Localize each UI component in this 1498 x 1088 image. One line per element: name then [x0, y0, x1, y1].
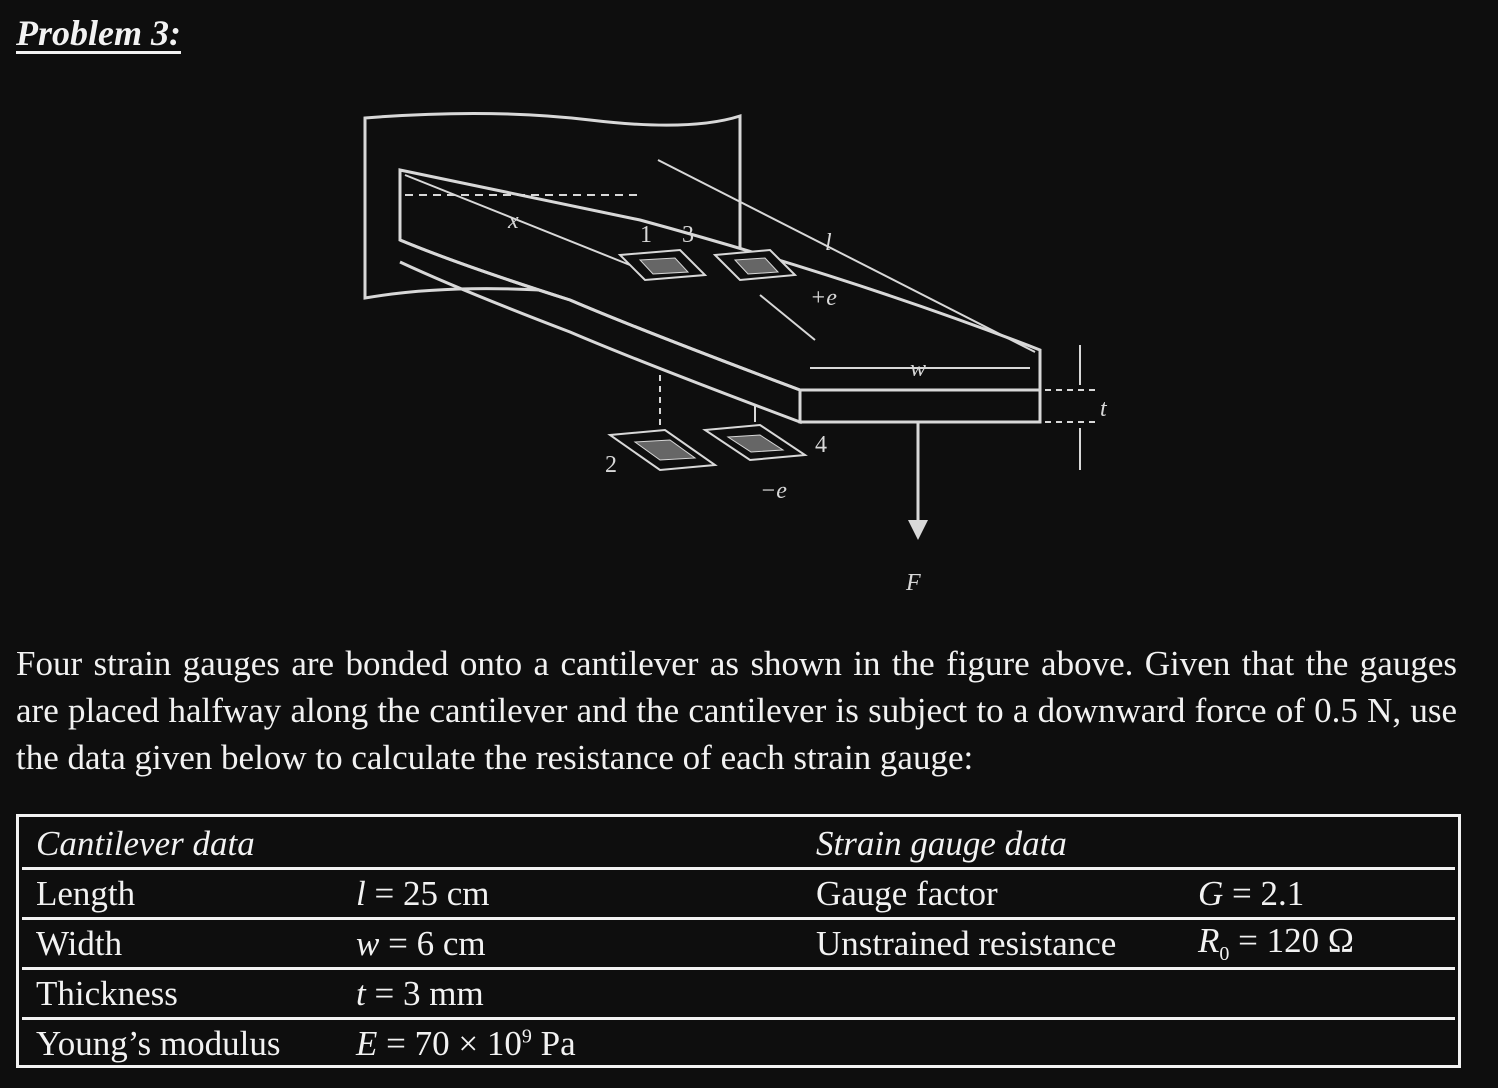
force-arrow-head: [908, 520, 928, 540]
row-value: t = 3 mm: [342, 969, 802, 1019]
cantilever-figure: [340, 100, 1140, 620]
table-row: [22, 969, 1455, 1019]
table-header-row: [22, 820, 1455, 869]
label-t: t: [1100, 396, 1107, 422]
row-value: w = 6 cm: [342, 919, 802, 969]
gauge-value: G = 2.1: [1198, 869, 1455, 919]
label-gauge-3: 3: [682, 222, 694, 248]
row-value: $E = 70 \times 10^9$ Pa: [356, 1023, 576, 1063]
problem-statement: Four strain gauges are bonded onto a cantilever as shown in the figure above. Given that the gauges are placed halfway along the cantilever and the cantilever is subject to a downward force of 0.5 N, use the data given below to calculate the resistance of each strain gauge:: [16, 644, 1457, 777]
label-plus-e: +e: [810, 285, 837, 311]
label-gauge-4: 4: [815, 432, 827, 458]
label-gauge-2: 2: [605, 452, 617, 478]
strain-gauge-data-header: Strain gauge data: [802, 820, 1455, 869]
row-label: Width: [22, 919, 342, 969]
cantilever-diagram: [340, 100, 1140, 620]
row-label: Length: [22, 869, 342, 919]
table-row: [22, 1019, 1455, 1068]
row-label: Thickness: [22, 969, 342, 1019]
label-F: F: [906, 570, 921, 596]
beam-end-face: [800, 390, 1040, 422]
gauge-4: [705, 425, 805, 460]
gauge-label: Unstrained resistance: [802, 919, 1198, 969]
cantilever-data-header: Cantilever data: [22, 820, 802, 869]
table-row: [22, 869, 1455, 919]
row-value: l = 25 cm: [342, 869, 802, 919]
table-row: [22, 919, 1455, 969]
label-minus-e: −e: [760, 478, 787, 504]
problem-heading: Problem 3:: [16, 13, 181, 53]
data-table: [16, 814, 1461, 1068]
gauge-2: [610, 430, 715, 470]
gauge-label: Gauge factor: [802, 869, 1198, 919]
label-l: l: [825, 230, 832, 256]
gauge-value: $R_0 = 120$ Ω: [1198, 919, 1455, 969]
row-label: Young’s modulus: [36, 1023, 281, 1063]
label-w: w: [910, 356, 927, 382]
label-x: x: [508, 208, 519, 234]
label-gauge-1: 1: [640, 222, 652, 248]
